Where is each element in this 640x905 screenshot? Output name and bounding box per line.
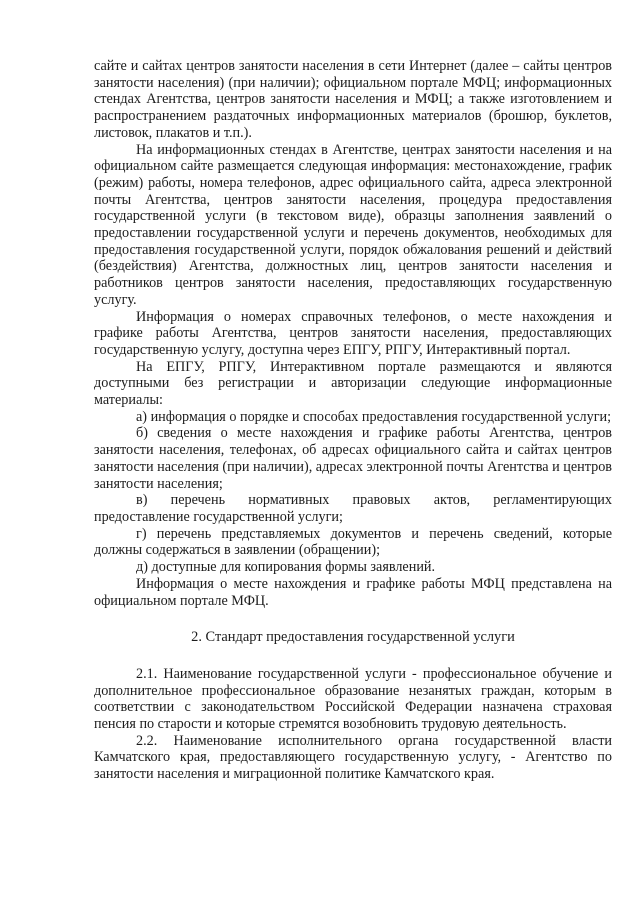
paragraph-mfc-info: Информация о месте нахождения и графике работы МФЦ представлена на официальном портале МФЦ. <box>94 575 612 609</box>
list-item-b: б) сведения о месте нахождения и графике работы Агентства, центров занятости населения, телефонах, об адресах официального сайта и сайтах центров занятости населения (при наличии), адресах электронной почты Агентства и центров занятости населения; <box>94 425 612 492</box>
paragraph-2-1: 2.1. Наименование государственной услуги - профессиональное обучение и дополнительное профессиональное образование незанятых граждан, которым в соответствии с законодательством Российской Федерации назначена страховая пенсия по старости и которые стремятся возобновить трудовую деятельность. <box>94 665 612 733</box>
list-item-a: а) информация о порядке и способах предоставления государственной услуги; <box>136 408 612 425</box>
section-heading: 2. Стандарт предоставления государственной услуги <box>191 629 515 646</box>
document-body <box>94 58 612 783</box>
paragraph-2-2: 2.2. Наименование исполнительного органа государственной власти Камчатского края, предоставляющего государственную услугу, - Агентство по занятости населения и миграционной политике Камчатского края. <box>94 732 612 783</box>
list-item-v: в) перечень нормативных правовых актов, регламентирующих предоставление государственной услуги; <box>94 492 612 525</box>
paragraph-phone-info: Информация о номерах справочных телефонов, о месте нахождения и графике работы Агентства, центров занятости населения, предоставляющих государственную услугу, доступна через ЕПГУ, РПГУ, Интерактивный портал. <box>94 308 612 358</box>
paragraph-info-channels: сайте и сайтах центров занятости населения в сети Интернет (далее – сайты центров занятости населения) (при наличии); официальном портале МФЦ; информационных стендах Агентства, центров занятости населения и МФЦ; а также изготовлением и распространением раздаточных информационных материалов (брошюр, буклетов, листовок, плакатов и т.п.). <box>94 58 612 141</box>
paragraph-portal-materials: На ЕПГУ, РПГУ, Интерактивном портале размещаются и являются доступными без регистрации и авторизации следующие информационные материалы: <box>94 358 612 409</box>
list-item-g: г) перечень представляемых документов и перечень сведений, которые должны содержаться в заявлении (обращении); <box>94 525 612 559</box>
list-item-d: д) доступные для копирования формы заявлений. <box>136 559 436 576</box>
paragraph-info-stands: На информационных стендах в Агентстве, центрах занятости населения и на официальном сайте размещается следующая информация: местонахождение, график (режим) работы, номера телефонов, адрес официального сайта, адреса электронной почты Агентства, центров занятости населения, процедура предоставления государственной услуги (в текстовом виде), образцы заполнения заявлений о предоставлении государственной услуги и перечень документов, необходимых для предоставления государственной услуги, порядок обжалования решений и действий (бездействия) Агентства, должностных лиц, центров занятости населения и работников центров занятости населения, предоставляющих государственную услугу. <box>94 141 612 308</box>
